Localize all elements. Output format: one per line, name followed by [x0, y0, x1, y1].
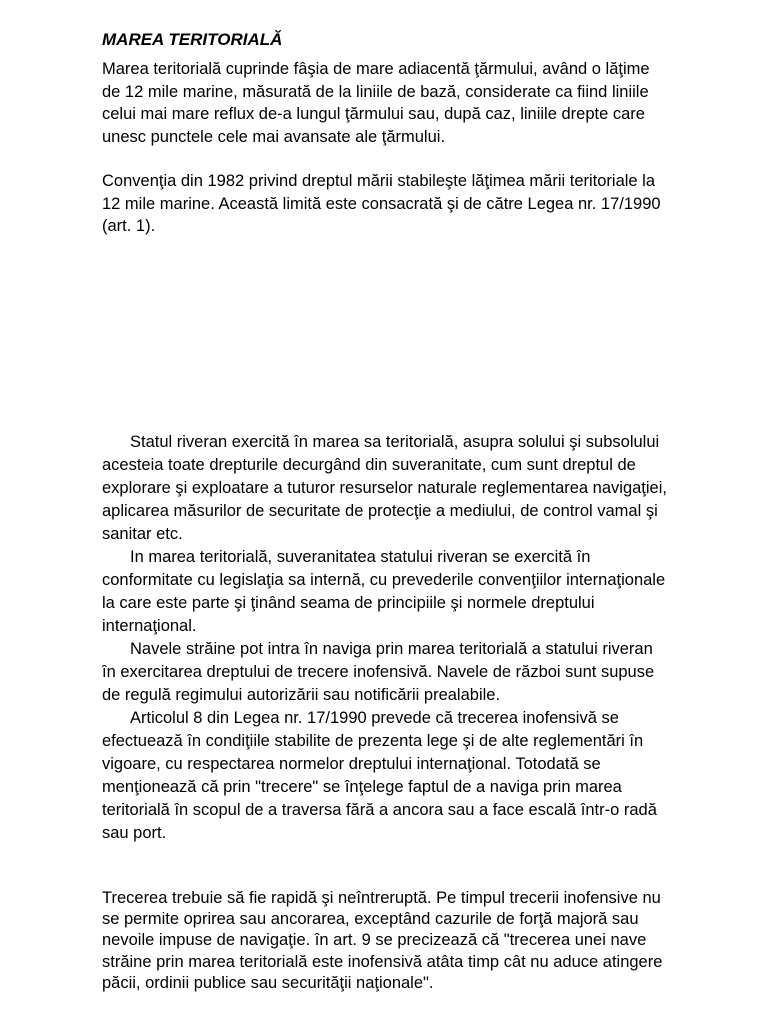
body-paragraph-sovereignty: In marea teritorială, suveranitatea statului riveran se exercită în conformitate cu legislaţia sa internă, cu prevederile convenţiilor internaţionale la care este parte şi ţinând seama de principiile şi normele dreptului internaţional.: [102, 548, 666, 635]
intro-paragraph-convention: Convenţia din 1982 privind dreptul mării stabileşte lăţimea mării teritoriale la 12 mile marine. Această limită este consacrată şi de către Legea nr. 17/1990 (art. 1).: [102, 172, 661, 235]
body-paragraph-foreign-ships: Navele străine pot intra în naviga prin marea teritorială a statului riveran în exercitarea dreptului de trecere inofensivă. Navele de război sunt supuse de regulă regimului autorizării sau notificării prealabile.: [102, 640, 655, 704]
body-paragraph-article-8: Articolul 8 din Legea nr. 17/1990 prevede că trecerea inofensivă se efectuează în condiţiile stabilite de prezenta lege şi de alte reglementări în vigoare, cu respectarea normelor dreptului internaţional. Totodată se menţionează că prin "trecere" se înţelege faptul de a naviga prin marea teritorială în scopul de a traversa fără a ancora sau a face escală într-o radă sau port.: [102, 709, 657, 842]
closing-paragraph: Trecerea trebuie să fie rapidă şi neîntreruptă. Pe timpul trecerii inofensive nu se permite oprirea sau ancorarea, exceptând cazurile de forţă majoră sau nevoile impuse de navigaţie. în art. 9 se precizează că "trecerea unei nave străine prin marea teritorială este inofensivă atâta timp cât nu aduce atingere păcii, ordinii publice sau securităţii naţionale".: [102, 889, 663, 992]
body-section: [102, 431, 668, 845]
document-title: MAREA TERITORIALĂ: [102, 30, 283, 49]
body-paragraph-coastal-state-rights: Statul riveran exercită în marea sa teritorială, asupra solului şi subsolului acesteia toate drepturile decurgând din suveranitate, cum sunt dreptul de explorare şi exploatare a tuturor resurselor naturale reglementarea navigaţiei, aplicarea măsurilor de securitate de protecţie a mediului, de control vamal şi sanitar etc.: [102, 433, 667, 543]
intro-paragraph-definition: Marea teritorială cuprinde fâşia de mare adiacentă ţărmului, având o lăţime de 12 mile marine, măsurată de la liniile de bază, considerate ca fiind liniile celui mai mare reflux de-a lungul ţărmului sau, după caz, liniile drepte care unesc punctele cele mai avansate ale ţărmului.: [102, 60, 650, 146]
